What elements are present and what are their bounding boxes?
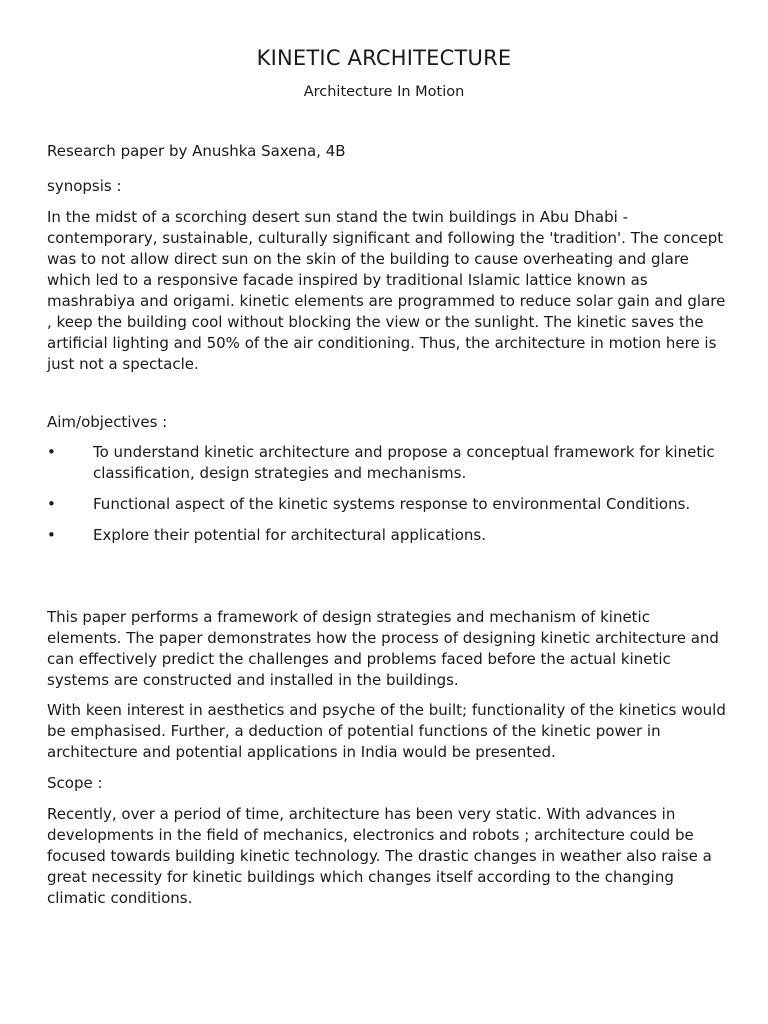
synopsis-heading: synopsis : — [47, 177, 122, 195]
scope-paragraph: Recently, over a period of time, architecture has been very static. With advances in developments in the field of mechanics, electronics and robots ; architecture could be focused towards building kinetic technology. The drastic changes in weather also raise a great necessity for kinetic buildings which changes itself according to the changing climatic conditions. — [47, 805, 712, 907]
body-paragraph-1: This paper performs a framework of design strategies and mechanism of kinetic elements. The paper demonstrates how the process of designing kinetic architecture and can effectively predict the challenges and problems faced before the actual kinetic systems are constructed and installed in the buildings. — [47, 608, 719, 689]
aim-text: To understand kinetic architecture and propose a conceptual framework for kinetic classification, design strategies and mechanisms. — [93, 443, 715, 482]
scope-heading: Scope : — [47, 774, 103, 792]
bullet-icon: • — [47, 526, 56, 544]
bullet-icon: • — [47, 443, 56, 461]
aim-text: Explore their potential for architectural applications. — [93, 526, 486, 544]
document-subtitle: Architecture In Motion — [303, 84, 465, 100]
synopsis-paragraph: In the midst of a scorching desert sun stand the twin buildings in Abu Dhabi - contemporary, sustainable, culturally significant and following the 'tradition'. The concept was to not allow direct sun on the skin of the building to cause overheating and glare which led to a responsive facade inspired by traditional Islamic lattice known as mashrabiya and origami. kinetic elements are programmed to reduce solar gain and glare , keep the building cool without blocking the view or the sunlight. The kinetic saves the artificial lighting and 50% of the air conditioning. Thus, the architecture in motion here is just not a spectacle. — [47, 208, 726, 373]
body-paragraph-2: With keen interest in aesthetics and psyche of the built; functionality of the kinetics would be emphasised. Further, a deduction of potential functions of the kinetic power in architecture and potential applications in India would be presented. — [47, 701, 726, 761]
aim-heading: Aim/objectives : — [47, 413, 168, 431]
aims-list — [47, 442, 727, 556]
list-item — [47, 442, 727, 484]
document-title: KINETIC ARCHITECTURE — [256, 46, 512, 70]
byline: Research paper by Anushka Saxena, 4B — [47, 142, 346, 160]
list-item — [47, 494, 727, 515]
aim-text: Functional aspect of the kinetic systems response to environmental Conditions. — [93, 495, 691, 513]
list-item — [47, 525, 727, 546]
bullet-icon: • — [47, 495, 56, 513]
